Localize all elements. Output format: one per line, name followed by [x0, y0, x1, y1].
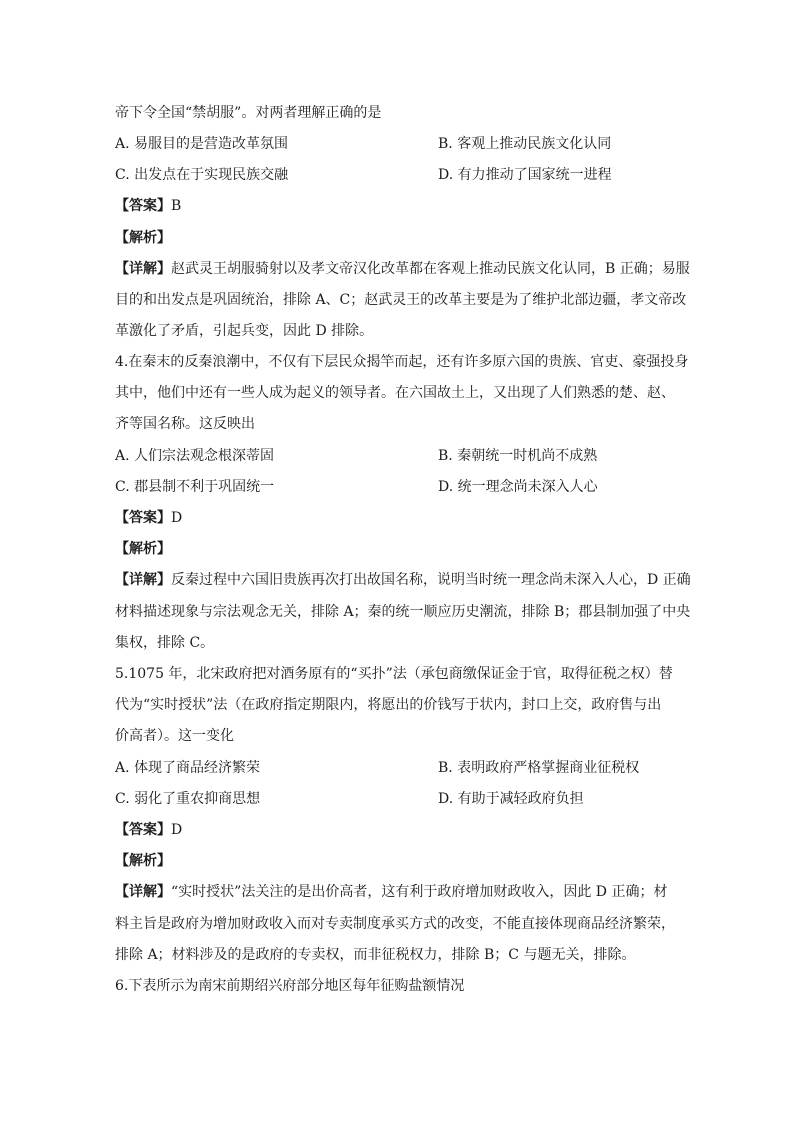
- q4-stem-line: 其中，他们中还有一些人成为起义的领导者。在六国故土上，又出现了人们熟悉的楚、赵、: [115, 385, 675, 401]
- q4-answer-label: 【答案】: [115, 510, 171, 526]
- q4-detail-line: [115, 570, 695, 590]
- q4-option-a: A. 人们宗法观念根深蒂固: [115, 448, 275, 464]
- q6-stem-line: 6.下表所示为南宋前期绍兴府部分地区每年征购盐额情况: [115, 978, 465, 994]
- q3-detail-text: 赵武灵王胡服骑射以及孝文帝汉化改革都在客观上推动民族文化认同，B 正确；易服: [171, 261, 690, 277]
- q3-detail-line: [115, 259, 695, 279]
- q5-detail-line: 排除 A；材料涉及的是政府的专卖权，而非征税权力，排除 B；C 与题无关，排除。: [115, 947, 636, 963]
- q5-detail-label: 【详解】: [115, 884, 171, 900]
- q5-option-c: C. 弱化了重农抑商思想: [115, 791, 261, 807]
- q4-option-b: B. 秦朝统一时机尚不成熟: [438, 448, 598, 464]
- q3-option-d: D. 有力推动了国家统一进程: [438, 167, 612, 183]
- q3-option-a: A. 易服目的是营造改革氛围: [115, 136, 289, 152]
- q5-answer: [115, 820, 695, 840]
- q3-detail-line: 目的和出发点是巩固统治，排除 A、C；赵武灵王的改革主要是为了维护北部边疆，孝文帝改: [115, 292, 687, 308]
- q4-option-d: D. 统一理念尚未深入人心: [438, 479, 598, 495]
- q4-detail-line: 材料描述现象与宗法观念无关，排除 A；秦的统一顺应历史潮流，排除 B；郡县制加强了中央: [115, 604, 691, 620]
- q5-detail-line: [115, 882, 695, 902]
- q3-answer: [115, 196, 695, 216]
- q4-stem-line: 4.在秦末的反秦浪潮中，不仅有下层民众揭竿而起，还有许多原六国的贵族、官吏、豪强投身: [115, 354, 689, 370]
- q5-option-a: A. 体现了商品经济繁荣: [115, 760, 261, 776]
- q4-answer: [115, 508, 695, 528]
- q5-answer-value: D: [171, 822, 183, 838]
- q5-detail-line: 料主旨是政府为增加财政收入而对专卖制度承买方式的改变，不能直接体现商品经济繁荣，: [115, 916, 675, 932]
- q3-option-c: C. 出发点在于实现民族交融: [115, 167, 289, 183]
- q4-answer-value: D: [171, 510, 183, 526]
- q5-stem-line: 5.1075 年，北宋政府把对酒务原有的“买扑”法（承包商缴保证金于官，取得征税之权）替: [115, 666, 673, 682]
- q4-analysis-label: 【解析】: [115, 541, 171, 557]
- q4-stem-line: 齐等国名称。这反映出: [115, 416, 255, 432]
- q4-detail-label: 【详解】: [115, 572, 171, 588]
- q5-analysis-label: 【解析】: [115, 853, 171, 869]
- q5-stem-line: 价高者）。这一变化: [115, 728, 234, 744]
- q4-detail-text: 反秦过程中六国旧贵族再次打出故国名称，说明当时统一理念尚未深入人心，D 正确: [171, 572, 691, 588]
- q5-stem-line: 代为“实时授状”法（在政府指定期限内，将愿出的价钱写于状内，封口上交，政府售与出: [115, 697, 662, 713]
- q5-option-d: D. 有助于减轻政府负担: [438, 791, 584, 807]
- q3-answer-label: 【答案】: [115, 198, 171, 214]
- q4-detail-line: 集权，排除 C。: [115, 635, 215, 651]
- q3-answer-value: B: [171, 198, 182, 214]
- q3-detail-line: 革激化了矛盾，引起兵变，因此 D 排除。: [115, 323, 374, 339]
- q3-analysis-label: 【解析】: [115, 230, 171, 246]
- q3-stem: 帝下令全国“禁胡服”。对两者理解正确的是: [115, 105, 382, 121]
- q5-option-b: B. 表明政府严格掌握商业征税权: [438, 760, 640, 776]
- q3-detail-label: 【详解】: [115, 261, 171, 277]
- q5-answer-label: 【答案】: [115, 822, 171, 838]
- q5-detail-text: “实时授状”法关注的是出价高者，这有利于政府增加财政收入，因此 D 正确；材: [171, 884, 668, 900]
- q3-option-b: B. 客观上推动民族文化认同: [438, 136, 612, 152]
- q4-option-c: C. 郡县制不利于巩固统一: [115, 479, 275, 495]
